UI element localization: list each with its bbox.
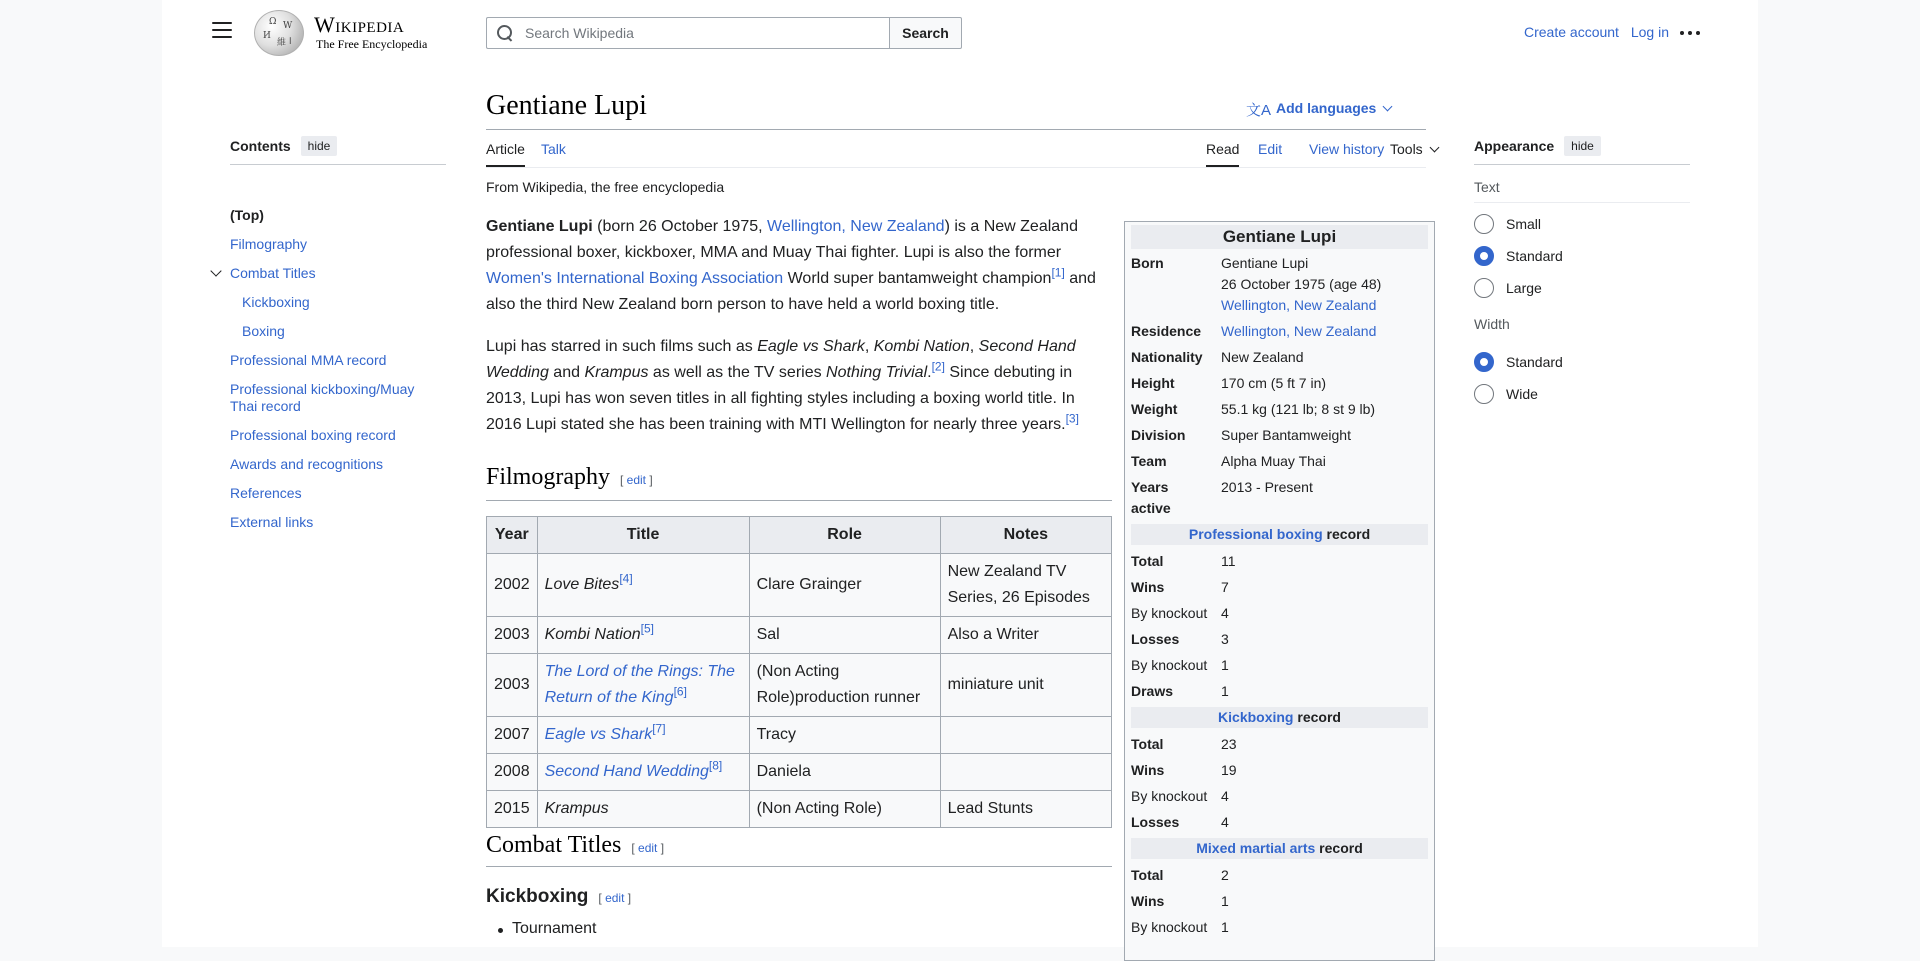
record-value: 1: [1221, 919, 1229, 935]
section-divider: [486, 500, 1112, 501]
film-title-link[interactable]: Eagle vs Shark: [544, 726, 653, 743]
notes-cell: [940, 754, 1111, 791]
text: Lupi has starred in such films such as: [486, 338, 758, 355]
radio-button[interactable]: [1474, 214, 1494, 234]
film-title: Kombi Nation: [873, 338, 970, 355]
infobox: [1124, 221, 1435, 961]
infobox-row-team: [1131, 451, 1428, 472]
heading-text: Filmography: [486, 464, 610, 490]
year-cell: 2003: [487, 654, 538, 717]
record-value: 19: [1221, 762, 1237, 778]
text-size-label: Text: [1474, 179, 1500, 195]
chevron-down-icon: [1383, 102, 1393, 112]
reference-link[interactable]: [8]: [708, 758, 723, 773]
record-label: Wins: [1131, 762, 1165, 778]
record-label: By knockout: [1131, 605, 1208, 621]
option-label: Standard: [1506, 354, 1563, 370]
year-cell: 2003: [487, 617, 538, 654]
record-word: record: [1315, 840, 1363, 856]
title-cell: [537, 791, 749, 828]
toc-item-kickboxing-record[interactable]: Professional kickboxing/Muay Thai record: [230, 381, 415, 414]
record-row: [1131, 734, 1428, 755]
record-label: Total: [1131, 867, 1164, 883]
reference-link[interactable]: [1]: [1051, 265, 1065, 280]
text: Since debuting in 2013, Lupi has won seven titles in all fighting styles including a boxing world title. In 2016 Lupi stated she has been training with MTI Wellington for nearly three years.: [486, 364, 1075, 433]
infobox-value: New Zealand: [1221, 349, 1304, 365]
film-title-link[interactable]: The Lord of the Rings: The Return of the King: [544, 663, 735, 706]
record-value: 4: [1221, 814, 1229, 830]
reference-link[interactable]: [4]: [619, 571, 633, 586]
record-value: 3: [1221, 631, 1229, 647]
width-label: Width: [1474, 316, 1510, 332]
tools-menu[interactable]: [1390, 141, 1438, 157]
film-title: Krampus: [584, 364, 649, 381]
combat-titles-heading: [486, 832, 664, 859]
infobox-label: Team: [1131, 453, 1167, 469]
text: ,: [969, 338, 979, 355]
infobox-row-weight: [1131, 399, 1428, 420]
record-word: record: [1293, 709, 1341, 725]
toc-item-kickboxing[interactable]: Kickboxing: [242, 294, 310, 310]
radio-button-selected[interactable]: [1474, 246, 1494, 266]
infobox-title: Gentiane Lupi: [1131, 225, 1428, 249]
reference-link[interactable]: [6]: [673, 684, 687, 699]
series-title: Nothing Trivial: [826, 364, 928, 381]
subject-name: Gentiane Lupi: [486, 218, 593, 235]
infobox-label: Residence: [1131, 323, 1202, 339]
title-cell: [537, 617, 749, 654]
text: and also the third New Zealand born person to have held a world boxing title.: [486, 270, 1096, 313]
radio-button[interactable]: [1474, 384, 1494, 404]
table-of-contents: [230, 136, 446, 530]
language-icon: 文A: [1246, 102, 1272, 119]
wikipedia-tagline: The Free Encyclopedia: [316, 37, 428, 51]
mixed-martial-arts-link[interactable]: Mixed martial arts: [1196, 840, 1316, 856]
toc-item-label: Combat Titles: [230, 265, 316, 281]
intro-paragraph: [486, 214, 1112, 318]
film-title: Love Bites: [544, 576, 620, 593]
record-value: 23: [1221, 736, 1237, 752]
column-header: Notes: [940, 517, 1111, 554]
infobox-value: 55.1 kg (121 lb; 8 st 9 lb): [1221, 401, 1376, 417]
table-header-row: [487, 517, 1112, 554]
title-divider: [486, 129, 1426, 130]
record-value: 1: [1221, 893, 1229, 909]
role-cell: Tracy: [749, 717, 940, 754]
kickboxing-heading: [486, 886, 631, 908]
reference-link[interactable]: [2]: [931, 359, 945, 374]
main-menu-icon[interactable]: [212, 22, 232, 40]
record-row: [1131, 891, 1428, 912]
infobox-row-nationality: [1131, 347, 1428, 368]
radio-button[interactable]: [1474, 278, 1494, 298]
table-row: [487, 754, 1112, 791]
title-cell: [537, 654, 749, 717]
record-row: [1131, 865, 1428, 886]
option-label: Wide: [1506, 386, 1538, 402]
record-value: 4: [1221, 605, 1229, 621]
record-value: 2: [1221, 867, 1229, 883]
toc-item-filmography[interactable]: Filmography: [230, 236, 308, 252]
table-row: [487, 554, 1112, 617]
more-options-icon[interactable]: [1680, 31, 1700, 35]
role-cell: Sal: [749, 617, 940, 654]
user-links: [1524, 24, 1677, 40]
film-title: Krampus: [544, 800, 609, 817]
role-cell: (Non Acting Role): [749, 791, 940, 828]
text: and: [548, 364, 585, 381]
record-row: [1131, 655, 1428, 676]
heading-text: Kickboxing: [486, 886, 589, 907]
kickboxing-link[interactable]: Kickboxing: [1218, 709, 1294, 725]
width-wide-option[interactable]: [1474, 384, 1538, 404]
toc-item-top[interactable]: (Top): [230, 207, 264, 223]
column-header: Year: [487, 517, 538, 554]
log-in-link[interactable]: Log in: [1630, 24, 1669, 40]
professional-boxing-link[interactable]: Professional boxing: [1188, 526, 1323, 542]
table-row: [487, 791, 1112, 828]
text: (born 26 October 1975,: [592, 218, 767, 235]
toc-item-boxing[interactable]: Boxing: [242, 323, 285, 339]
toc-hide-button[interactable]: hide: [301, 136, 338, 156]
notes-cell: New Zealand TV Series, 26 Episodes: [940, 554, 1111, 617]
record-row: [1131, 577, 1428, 598]
infobox-row-division: [1131, 425, 1428, 446]
record-label: Total: [1131, 736, 1164, 752]
heading-text: Combat Titles: [486, 832, 622, 858]
appearance-hide-button[interactable]: hide: [1564, 136, 1601, 156]
divider: [1474, 202, 1690, 203]
born-place-link[interactable]: Wellington, New Zealand: [1221, 297, 1377, 313]
residence-link[interactable]: Wellington, New Zealand: [1221, 323, 1377, 339]
title-cell: [537, 554, 749, 617]
year-cell: 2015: [487, 791, 538, 828]
edit-label[interactable]: edit: [638, 841, 658, 855]
tab-view-history[interactable]: View history: [1309, 141, 1385, 157]
wikipedia-wordmark[interactable]: Wikipedia: [314, 12, 405, 37]
record-row: [1131, 551, 1428, 572]
tab-edit[interactable]: Edit: [1258, 141, 1283, 157]
appearance-title: Appearance: [1474, 138, 1555, 154]
filmography-heading: [486, 464, 653, 491]
text: .: [927, 364, 932, 381]
text: ) is a New Zealand professional boxer, kickboxer, MMA and Muay Thai fighter. Lupi is also the former: [486, 218, 1078, 261]
toc-item-mma-record[interactable]: Professional MMA record: [230, 352, 387, 368]
text: ,: [864, 338, 874, 355]
infobox-value: 170 cm (5 ft 7 in): [1221, 375, 1327, 391]
width-standard-option[interactable]: [1474, 352, 1563, 372]
infobox-label: Height: [1131, 375, 1175, 391]
edit-section-link[interactable]: [ edit ]: [631, 841, 665, 855]
record-label: Draws: [1131, 683, 1174, 699]
toc-item-awards[interactable]: Awards and recognitions: [230, 456, 384, 472]
year-cell: 2002: [487, 554, 538, 617]
record-row: [1131, 786, 1428, 807]
infobox-label: Nationality: [1131, 349, 1203, 365]
page-title: Gentiane Lupi: [486, 90, 647, 121]
infobox-value: Alpha Muay Thai: [1221, 453, 1326, 469]
year-cell: 2008: [487, 754, 538, 791]
record-row: [1131, 760, 1428, 781]
notes-cell: Also a Writer: [940, 617, 1111, 654]
films-paragraph: [486, 334, 1112, 438]
record-label: Losses: [1131, 814, 1180, 830]
record-label: Total: [1131, 553, 1164, 569]
column-header: Title: [537, 517, 749, 554]
chevron-down-icon[interactable]: [210, 265, 221, 276]
record-label: Wins: [1131, 893, 1165, 909]
text: World super bantamweight champion: [783, 270, 1052, 287]
record-label: By knockout: [1131, 919, 1208, 935]
film-title-link[interactable]: Second Hand Wedding: [544, 763, 709, 780]
role-cell: (Non Acting Role)production runner: [749, 654, 940, 717]
search-box: [486, 17, 890, 49]
section-divider: [486, 866, 1112, 867]
tools-label: Tools: [1390, 141, 1423, 157]
film-title: Eagle vs Shark: [757, 338, 865, 355]
born-date: 26 October 1975 (age 48): [1221, 276, 1382, 292]
filmography-table: [486, 516, 1112, 828]
edit-label[interactable]: edit: [626, 473, 647, 487]
notes-cell: Lead Stunts: [940, 791, 1111, 828]
tab-talk[interactable]: Talk: [541, 141, 566, 157]
record-label: Wins: [1131, 579, 1165, 595]
reference-link[interactable]: [3]: [1065, 411, 1079, 426]
role-cell: Clare Grainger: [749, 554, 940, 617]
infobox-row-residence: [1131, 321, 1428, 342]
search-icon: [497, 25, 513, 41]
add-languages-label: Add languages: [1276, 100, 1377, 116]
search-button[interactable]: Search: [889, 17, 962, 49]
toc-item-combat-titles[interactable]: [230, 265, 316, 282]
text-size-standard-option[interactable]: [1474, 246, 1563, 266]
list-item: Tournament: [512, 920, 597, 937]
record-row: [1131, 603, 1428, 624]
wiba-link[interactable]: Women's International Boxing Association: [486, 270, 784, 287]
record-value: 7: [1221, 579, 1229, 595]
toc-item-references[interactable]: References: [230, 485, 302, 501]
infobox-label: Years active: [1131, 479, 1171, 516]
record-word: record: [1322, 526, 1371, 542]
article-body: [486, 214, 1112, 454]
record-row: [1131, 629, 1428, 650]
record-label: Losses: [1131, 631, 1180, 647]
text: as well as the TV series: [648, 364, 827, 381]
column-header: Role: [749, 517, 940, 554]
infobox-value: [1221, 253, 1428, 316]
record-row: [1131, 812, 1428, 833]
record-value: 4: [1221, 788, 1229, 804]
text-size-small-option[interactable]: [1474, 214, 1541, 234]
born-name: Gentiane Lupi: [1221, 255, 1309, 271]
kickboxing-record-header: [1131, 707, 1428, 728]
infobox-value: 2013 - Present: [1221, 479, 1313, 495]
text-size-large-option[interactable]: [1474, 278, 1542, 298]
infobox-label: Born: [1131, 255, 1164, 271]
infobox-row-born: [1131, 253, 1428, 316]
toc-item-external-links[interactable]: External links: [230, 514, 314, 530]
wellington-link[interactable]: Wellington, New Zealand: [767, 218, 945, 235]
mma-record-header: [1131, 838, 1428, 859]
chevron-down-icon: [1429, 143, 1439, 153]
title-cell: [537, 717, 749, 754]
boxing-record-header: [1131, 524, 1428, 545]
tab-article[interactable]: Article: [486, 141, 525, 157]
table-row: [487, 654, 1112, 717]
record-row: [1131, 917, 1428, 938]
appearance-panel: [1474, 136, 1690, 402]
page: [162, 0, 1758, 947]
film-title: Second Hand Wedding: [486, 338, 1076, 381]
role-cell: Daniela: [749, 754, 940, 791]
record-label: By knockout: [1131, 657, 1208, 673]
option-label: Large: [1506, 280, 1542, 296]
film-title: Kombi Nation: [544, 626, 641, 643]
record-value: 1: [1221, 683, 1229, 699]
tab-read[interactable]: Read: [1206, 141, 1240, 157]
option-label: Standard: [1506, 248, 1563, 264]
toc-item-boxing-record[interactable]: Professional boxing record: [230, 427, 396, 443]
edit-section-link[interactable]: [ edit ]: [620, 473, 653, 487]
infobox-row-years-active: [1131, 477, 1428, 519]
toc-title: Contents: [230, 138, 291, 154]
tabs-divider: [486, 167, 1426, 168]
record-value: 11: [1221, 553, 1236, 569]
title-cell: [537, 754, 749, 791]
notes-cell: miniature unit: [940, 654, 1111, 717]
site-subtitle: From Wikipedia, the free encyclopedia: [486, 179, 725, 195]
reference-link[interactable]: [5]: [640, 621, 654, 636]
reference-link[interactable]: [7]: [652, 721, 666, 736]
infobox-row-height: [1131, 373, 1428, 394]
add-languages-button[interactable]: [1246, 100, 1391, 119]
radio-button-selected[interactable]: [1474, 352, 1494, 372]
edit-label[interactable]: edit: [605, 891, 625, 905]
table-row: [487, 717, 1112, 754]
edit-section-link[interactable]: [ edit ]: [598, 891, 632, 905]
infobox-label: Division: [1131, 427, 1186, 443]
option-label: Small: [1506, 216, 1542, 232]
record-row: [1131, 681, 1428, 702]
infobox-label: Weight: [1131, 401, 1178, 417]
notes-cell: [940, 717, 1111, 754]
table-row: [487, 617, 1112, 654]
infobox-value: Super Bantamweight: [1221, 427, 1351, 443]
record-label: By knockout: [1131, 788, 1208, 804]
create-account-link[interactable]: Create account: [1524, 24, 1619, 40]
record-value: 1: [1221, 657, 1229, 673]
search-input[interactable]: [523, 22, 883, 44]
year-cell: 2007: [487, 717, 538, 754]
wikipedia-globe-icon[interactable]: Ω W И 維 ا: [254, 10, 304, 56]
